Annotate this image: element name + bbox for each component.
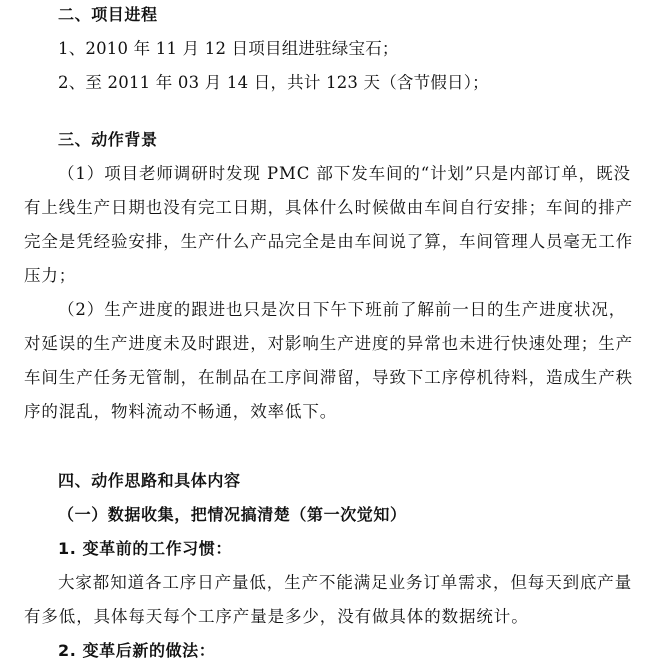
background-para2-line-1: （2）生产进度的跟进也只是次日下午下班前了解前一日的生产进度状况，	[58, 300, 627, 319]
heading-before-change: 1. 变革前的工作习惯：	[58, 539, 232, 558]
heading-after-change: 2. 变革后新的做法：	[58, 641, 216, 660]
background-para2-line-2: 对延误的生产进度未及时跟进，对影响生产进度的异常也未进行快速处理；生产	[24, 334, 633, 353]
background-para2-line-3: 车间生产任务无管制，在制品在工序间滞留，导致下工序停机待料，造成生产秩	[24, 368, 633, 387]
background-para1-line-4: 压力；	[24, 266, 77, 285]
background-para1-line-1: （1）项目老师调研时发现 PMC 部下发车间的“计划”只是内部订单，既没	[58, 164, 631, 183]
section-heading-background: 三、动作背景	[58, 130, 158, 149]
progress-item-2: 2、至 2011 年 03 月 14 日，共计 123 天（含节假日）；	[58, 73, 489, 92]
before-change-line-1: 大家都知道各工序日产量低，生产不能满足业务订单需求，但每天到底产量	[58, 573, 633, 592]
background-para1-line-3: 完全是凭经验安排，生产什么产品完全是由车间说了算，车间管理人员毫无工作	[24, 232, 633, 251]
progress-item-1: 1、2010 年 11 月 12 日项目组进驻绿宝石；	[58, 39, 399, 58]
section-heading-approach: 四、动作思路和具体内容	[58, 471, 241, 490]
background-para1-line-2: 有上线生产日期也没有完工日期，具体什么时候做由车间自行安排；车间的排产	[24, 198, 633, 217]
before-change-line-2: 有多低，具体每天每个工序产量是多少，没有做具体的数据统计。	[24, 607, 529, 626]
section-heading-progress: 二、项目进程	[58, 5, 158, 24]
background-para2-line-4: 序的混乱，物料流动不畅通，效率低下。	[24, 402, 338, 421]
subheading-data-collection: （一）数据收集，把情况搞清楚（第一次觉知）	[58, 505, 407, 524]
